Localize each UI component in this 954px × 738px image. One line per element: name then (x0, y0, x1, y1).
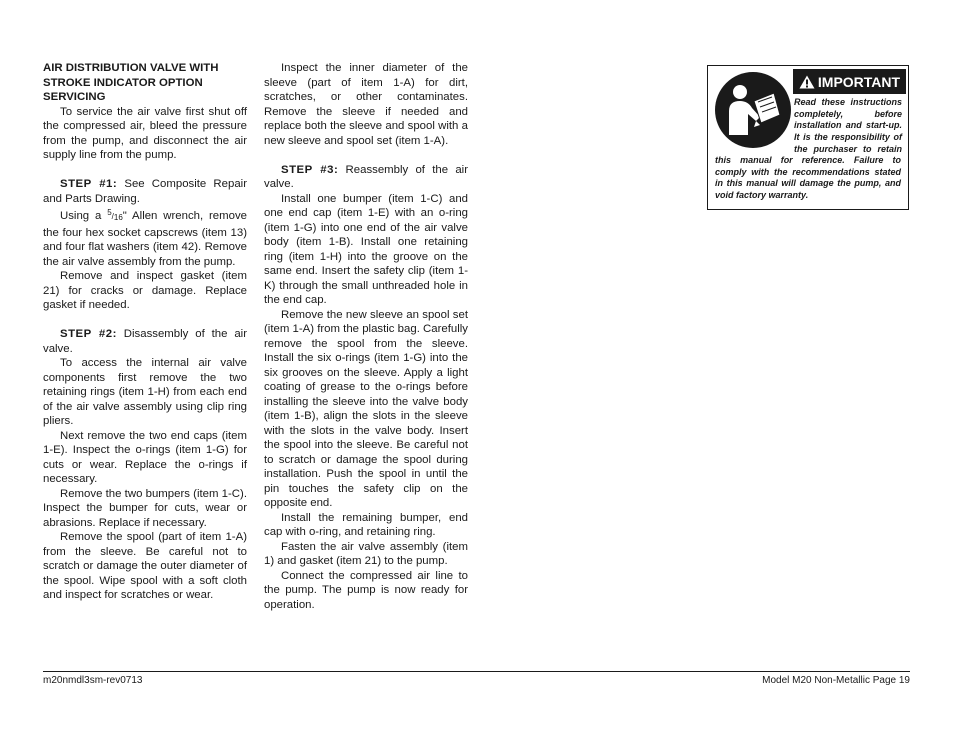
left-text-column (43, 61, 247, 603)
access-paragraph: To access the internal air valve components first remove the two retaining rings (item 1-H) from each end of the air valve assembly using clip ring pliers. (43, 357, 247, 427)
important-line: void factory warranty. (715, 190, 809, 201)
warning-triangle-icon (799, 75, 815, 89)
footer-divider (43, 671, 910, 672)
fasten-paragraph: Fasten the air valve assembly (item 1) and gasket (item 21) to the pump. (264, 540, 468, 567)
new-sleeve-paragraph: Remove the new sleeve an spool set (item 1-A) from the plastic bag. Carefully remove the spool from the sleeve. Install the six o-rings (item 1-G) into the six grooves on the sleeve. Apply a light coating of grease to the o-rings before installing the sleeve into the valve body (item 1-B), align the slots in the sleeve with the slots in the valve body. Insert the spool into the sleeve. Be careful not to scratch or damage the spool during installation. Push the spool in until the pin touches the safety clip on the opposite end. (264, 308, 468, 509)
important-text-right (794, 97, 902, 156)
important-line: completely, before (794, 108, 902, 119)
section-heading: AIR DISTRIBUTION VALVE WITH STROKE INDICATOR OPTION SERVICING (43, 62, 219, 103)
remaining-paragraph: Install the remaining bumper, end cap with o-ring, and retaining ring. (264, 511, 468, 538)
important-line: the purchaser to retain (794, 143, 902, 154)
step1-label: STEP #1: (60, 178, 118, 190)
important-badge (793, 69, 906, 94)
important-line: Read these instructions (794, 97, 902, 107)
step2-text: Disassembly of the air valve. (43, 328, 247, 355)
gasket-paragraph: Remove and inspect gasket (item 21) for cracks or damage. Replace gasket if needed. (43, 270, 247, 311)
footer-page-label: Model M20 Non-Metallic Page 19 (762, 675, 910, 686)
connect-paragraph: Connect the compressed air line to the pump. The pump is now ready for operation. (264, 569, 468, 611)
inspect-paragraph: Inspect the inner diameter of the sleeve (part of item 1-A) for dirt, scratches, or other contaminates. Remove the sleeve if needed and replace both the sleeve and spool with a new sleeve and spool set (item 1-A). (264, 62, 468, 147)
step1-text: See Composite Repair and Parts Drawing. (43, 178, 247, 205)
important-label: IMPORTANT (817, 73, 901, 90)
fraction-numerator: 5 (107, 208, 112, 217)
fraction-slash: / (111, 212, 114, 221)
wrench-paragraph (43, 206, 247, 269)
step2-paragraph (43, 327, 247, 356)
step1-paragraph (43, 177, 247, 206)
fraction-denominator: 16 (113, 213, 123, 222)
spool-paragraph: Remove the spool (part of item 1-A) from the sleeve. Be careful not to scratch or damage the outer diameter of the spool. Wipe spool with a soft cloth and inspect for scratches or wear. (43, 531, 247, 601)
important-line: installation and start-up. (794, 120, 902, 131)
important-line: this manual for reference. Failure to (715, 155, 901, 165)
install-paragraph: Install one bumper (item 1-C) and one end cap (item 1-E) with an o-ring (item 1-G) into one end of the air valve body (item 1-B). Install one retaining ring (item 1-H) into the groove on the same end. Insert the safety clip (item 1-K) through the small unthreaded hole in the end cap. (264, 192, 468, 306)
intro-paragraph: To service the air valve first shut off the compressed air, bleed the pressure from the pump, and disconnect the air supply line from the pump. (43, 105, 247, 161)
reader-with-book-icon (714, 71, 792, 149)
step3-label: STEP #3: (281, 163, 339, 176)
important-line: It is the responsibility of (794, 132, 902, 143)
important-text-full (715, 155, 901, 202)
step3-paragraph (264, 163, 468, 192)
important-line: in this manual will damage the pump, and (715, 178, 901, 189)
step2-label: STEP #2: (60, 328, 117, 340)
bumpers-paragraph: Remove the two bumpers (item 1-C). Inspect the bumper for cuts, wear or abrasions. Replace if necessary. (43, 487, 247, 529)
important-notice-box (707, 65, 909, 210)
footer-document-code: m20nmdl3sm-rev0713 (43, 675, 143, 686)
middle-text-column (264, 61, 468, 612)
step3-text: Reassembly of the air valve. (264, 163, 468, 190)
endcaps-paragraph: Next remove the two end caps (item 1-E). Inspect the o-rings (item 1-G) for cuts or wear. Replace the o-rings if necessary. (43, 429, 247, 485)
important-line: comply with the recommendations stated (715, 166, 901, 177)
wrench-suffix: " Allen wrench, remove the four hex socket capscrews (item 13) and four flat washers (item 42). Remove the air valve assembly from the pump. (43, 210, 247, 268)
wrench-prefix: Using a (60, 210, 108, 222)
